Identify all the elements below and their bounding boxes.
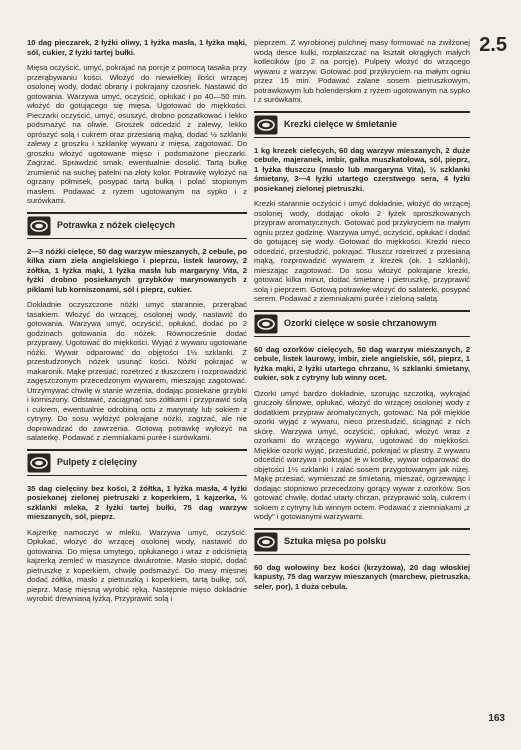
recipe3-header (27, 449, 247, 476)
recipe2-title: Potrawka z nóżek cielęcych (57, 219, 176, 230)
dish-icon (254, 314, 278, 334)
dish-icon (27, 453, 51, 473)
recipe2-ingredients: 2—3 nóżki cielęce, 50 dag warzyw mieszanych, 2 cebule, po kilka ziarn ziela angielskiego i pieprzu, listek laurowy, 2 żółtka, 1 łyżka mąki, 1 łyżka masła lub margaryny Vita, 2 łyżki drobno posiekanych grzybków marynowanych z piklami lub korniszonami, sól i pieprz, cukier. (27, 246, 247, 294)
left-column (27, 38, 247, 610)
recipe3-title: Pulpety z cielęciny (57, 456, 138, 467)
page-number: 163 (488, 713, 505, 724)
recipe4-instructions: Krezki starannie oczyścić i umyć dokładnie, włożyć do wrzącej osolonej wody, dodając około 2 łyżek sproszkowanych przypraw aromatycznych. Gotować pod przykryciem na małym ogniu przez godzinę. Warzywa umyć, oczyścić, opłukać i dodać do gotującej się wody. Gotować do miękkości. Krezki nieco odcedzić, przestudzić, pokrajać. Tłuszcz rozetrzeć z przesianą mąką, rozprowadzić wywarem z krezek (ok. 1 szklanki), mieszając zagotować. Do sosu włożyć pokrajane krezki, gotować kilka minut, dodać śmietanę i pietruszkę, przyprawić solą i pieprzem. Gotową potrawkę włożyć do salaterki, posypać serem. Podawać z ziemniakami purée i zieloną sałatą. (254, 199, 470, 303)
recipe6-header (254, 528, 470, 555)
dish-icon (254, 532, 278, 552)
recipe4-ingredients: 1 kg krezek cielęcych, 60 dag warzyw mieszanych, 2 duże cebule, majeranek, imbir, gałka muszkatołowa, sól, pieprz, 1 łyżka tłuszczu (masło lub margaryna Vita), ½ szklanki śmietany, 3—4 łyżki utartego czerstwego sera, 4 łyżki posiekanej zielonej pietruszki. (254, 145, 470, 193)
recipe1-instructions: Mięso oczyścić, umyć, pokrajać na porcje z pomocą tasaka przy przerąbywaniu kości. Włożyć do niewielkiej ilości wrzącej osolonej wody, dodać obrany i pokrajany czosnek. Nastawić do gotowania. Warzywa umyć, oczyścić, opłukać i po 40—50 min. włożyć do gotującego się mięsa. Ugotować do miękkości. Pieczarki oczyścić, umyć, osuszyć, drobno poszatkować i lekko podsmażyć na oliwie. Groszek odcedzić z zalewy, lekko oprószyć solą i cukrem oraz przesianą mąką, dodać ½ szklanki zalewy z groszku i szklankę wywaru z mięsa, zagotować. Do groszku włożyć ugotowane mięso i podsmażone pieczarki. Zagrzać. Sprawdzić smak, ewentualnie dosolić. Tartą bułkę zrumienić na suchej patelni na złoty kolor. Potrawkę wyłożyć na ogrzany półmisek, posypać tartą bułką i polać stopionym masłem. Podawać z ryżem ugotowanym na sypko i z surówkami. (27, 63, 247, 205)
recipe3-instructions-cont: pieprzem. Z wyrobionej pulchnej masy formować na zwilżonej wodą desce kulki, rozpłaszczać na kształt okrągłych małych kotlecików (po 2 na porcję). Pulpety włożyć do wrzącego wywaru z warzyw. Gotować pod przykryciem na małym ogniu przez 15 min. Podawać zalane sosem pietruszkowym, potrawkowym lub holenderskim z ryżem ugotowanym na sypko i z surówkami. (254, 38, 470, 104)
recipe2-header (27, 212, 247, 239)
right-column (254, 38, 470, 597)
recipe5-header (254, 310, 470, 337)
recipe6-ingredients: 60 dag wołowiny bez kości (krzyżowa), 20 dag włoskiej kapusty, 75 dag warzyw mieszanych (marchew, pietruszka, seler, por), 1 duża cebula. (254, 562, 470, 591)
recipe1-ingredients-tail: 10 dag pieczarek, 2 łyżki oliwy, 1 łyżka masła, 1 łyżka mąki, sól, cukier, 2 łyżki tartej bułki. (27, 38, 247, 57)
recipe3-ingredients: 35 dag cielęciny bez kości, 2 żółtka, 1 łyżka masła, 4 łyżki posiekanej zielonej pietruszki z koperkiem, 1 kajzerka, ½ szklanki mleka, 2 łyżki tartej bułki, 75 dag warzyw mieszanych, sól, pieprz. (27, 483, 247, 521)
recipe2-instructions: Dokładnie oczyszczone nóżki umyć starannie, przerąbać tasakiem. Włożyć do wrzącej, osolonej wody, nastawić do gotowania. Warzywa umyć, oczyścić, opłukać, dodać po 2 godzinach gotowania do nóżek. Równocześnie dodać przyprawy. Ugotować do miękkości. Wyjąć z wywaru ugotowane nóżki. Wywar odparować do objętości 1½ szklanki. Z przestudzonych nóżek usunąć kości. Nóżki pokrajać w makaronik. Mąkę przesiać, rozetrzeć z tłuszczem i rozprowadzić zagęszczonym przecedzonym wywarem, mieszając zagotować. Utrzymywać chwilę w stanie wrzenia, dodając posiekane grzybki i korniszony. Odstawić, zaciągnąć sos żółtkami i przyprawić solą i cukrem, ewentualnie odrobiną octu z marynaty lub sokiem z cytryny. Do sosu wyłożyć pokrajane nóżki, zagrzać, ale nie doprowadzać do zawrzenia. Gotową potrawkę wyłożyć na salaterkę. Podawać z ziemniakami purée i surówkami. (27, 300, 247, 442)
recipe6-title: Sztuka mięsa po polsku (284, 535, 387, 546)
dish-icon (27, 216, 51, 236)
recipe4-title: Krezki cielęce w śmietanie (284, 118, 398, 129)
recipe5-title: Ozorki cielęce w sosie chrzanowym (284, 317, 437, 328)
recipe5-ingredients: 60 dag ozorków cielęcych, 50 dag warzyw mieszanych, 2 cebule, listek laurowy, imbir, ziele angielskie, sól, pieprz, 1 łyżka mąki, 2 łyżki utartego chrzanu, ½ szklanki śmietany, cukier, sok z cytryny lub winny ocet. (254, 344, 470, 382)
recipe5-instructions: Ozorki umyć bardzo dokładnie, szorując szczotką, wykrajać gruczoły ślinowe, opłukać, włożyć do wrzącej osolonej wody z dodatkiem przypraw aromatycznych, gotować. Na pół miękkie ozorki wyjąć z wywaru, nieco przestudzić, ściągnąć z nich skórę. Warzywa umyć, oczyścić, opłukać, włożyć wraz z ozorkami do wrzącego wywaru, ugotować do miękkości. Miękkie ozorki wyjąć, przestudzić, pokrajać w plastry. Z wywaru odcedzić warzywa i pokrajać je w kostkę, wywar odparować do objętości 1½ szklanki i zalać sosem przygotowanym jak niżej. Mąkę przesiać, wymieszać ze śmietaną, mieszać, ogrzewając i dodając stopniowo przecedzony gorący wywar z ozorków. Sos gotować chwilę, dodać utarty chrzan, przyprawić solą, cukrem i sokiem z cytryny lub winnym octem. Podawać z ziemniakami „z wody" i gotowanymi warzywami. (254, 388, 470, 521)
section-number: 2.5 (479, 34, 507, 56)
dish-icon (254, 115, 278, 135)
recipe3-instructions: Kajzerkę namoczyć w mleku. Warzywa umyć, oczyścić. Opłukać, włożyć do wrzącej osolonej wody, nastawić do gotowania. Do mięsa umytego, opłukanego i wraz z odciśniętą kajzerką zemleć w maszynce dwukrotnie. Masło stopić, dodać pietruszkę z koperkiem, chwilę podsmażyć. Do masy mięsnej dodać żółtka, masło z pietruszką i koperkiem, tartą bułkę, sól, pieprz. Masę mięsną wyrobić ręką. Następnie mięso dokładnie wyrobić drewnianą łyżką. Przyprawić solą i (27, 527, 247, 603)
recipe4-header (254, 111, 470, 138)
